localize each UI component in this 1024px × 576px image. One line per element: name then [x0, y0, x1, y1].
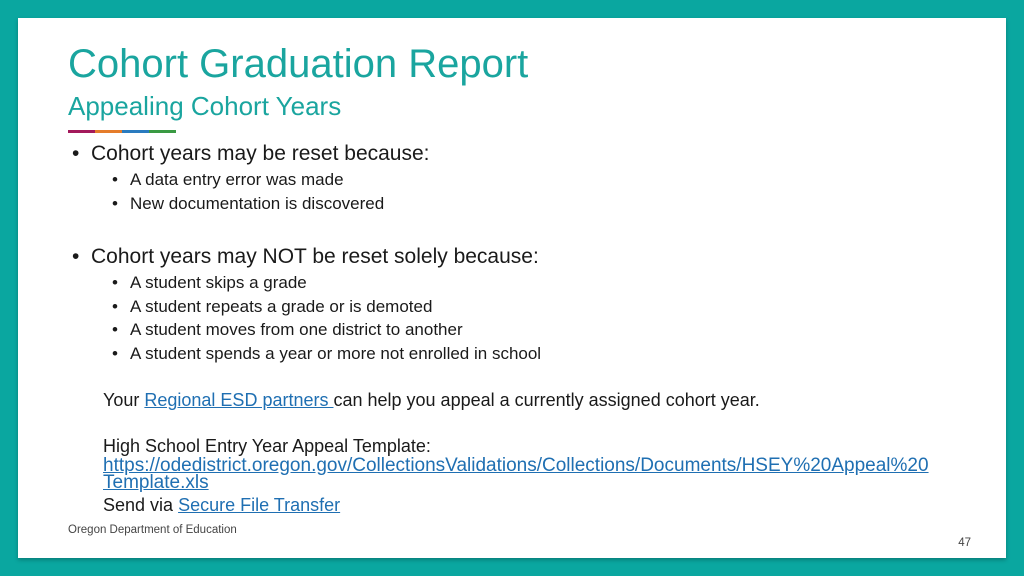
- footer-organization: Oregon Department of Education: [68, 524, 237, 536]
- regional-esd-partners-link[interactable]: Regional ESD partners: [144, 390, 334, 410]
- template-paragraph: [18, 435, 1006, 516]
- sub-bullet: • A student spends a year or more not enrolled in school: [18, 342, 1006, 366]
- rule-segment-2: [95, 130, 122, 133]
- rule-segment-1: [68, 130, 95, 133]
- sub-bullet: • A student moves from one district to another: [18, 318, 1006, 342]
- spacer: [18, 215, 1006, 243]
- sub-bullet: • A student repeats a grade or is demoted: [18, 295, 1006, 319]
- sub-bullet: • New documentation is discovered: [18, 192, 1006, 216]
- secure-file-transfer-link[interactable]: Secure File Transfer: [178, 495, 341, 515]
- slide-subtitle: Appealing Cohort Years: [68, 91, 342, 121]
- send-via-prefix: Send via: [103, 495, 179, 515]
- bullet-reset-because: • Cohort years may be reset because:: [18, 140, 1006, 168]
- template-url-line-2: Template.xls: [103, 472, 209, 493]
- slide-title: Cohort Graduation Report: [68, 42, 529, 86]
- spacer: [18, 365, 1006, 389]
- rule-segment-4: [149, 130, 176, 133]
- page-number: 47: [958, 537, 971, 549]
- spacer: [18, 411, 1006, 435]
- sub-bullet: • A data entry error was made: [18, 168, 1006, 192]
- template-label: High School Entry Year Appeal Template:: [103, 436, 431, 456]
- sub-bullet: • A student skips a grade: [18, 271, 1006, 295]
- slide: [18, 18, 1006, 558]
- esd-suffix: can help you appeal a currently assigned cohort year.: [333, 390, 760, 410]
- rule-segment-3: [122, 130, 149, 133]
- esd-prefix: Your: [103, 390, 145, 410]
- esd-paragraph: [18, 389, 1006, 411]
- send-via-line: [103, 494, 1006, 516]
- slide-body: [18, 140, 1006, 516]
- title-underline: [68, 130, 176, 133]
- template-url-link[interactable]: [103, 457, 983, 491]
- template-url-line-1: https://odedistrict.oregon.gov/CollectionsValidations/Collections/Documents/HSEY%20Appeal%20: [103, 455, 929, 476]
- bullet-not-reset-because: • Cohort years may NOT be reset solely because:: [18, 243, 1006, 271]
